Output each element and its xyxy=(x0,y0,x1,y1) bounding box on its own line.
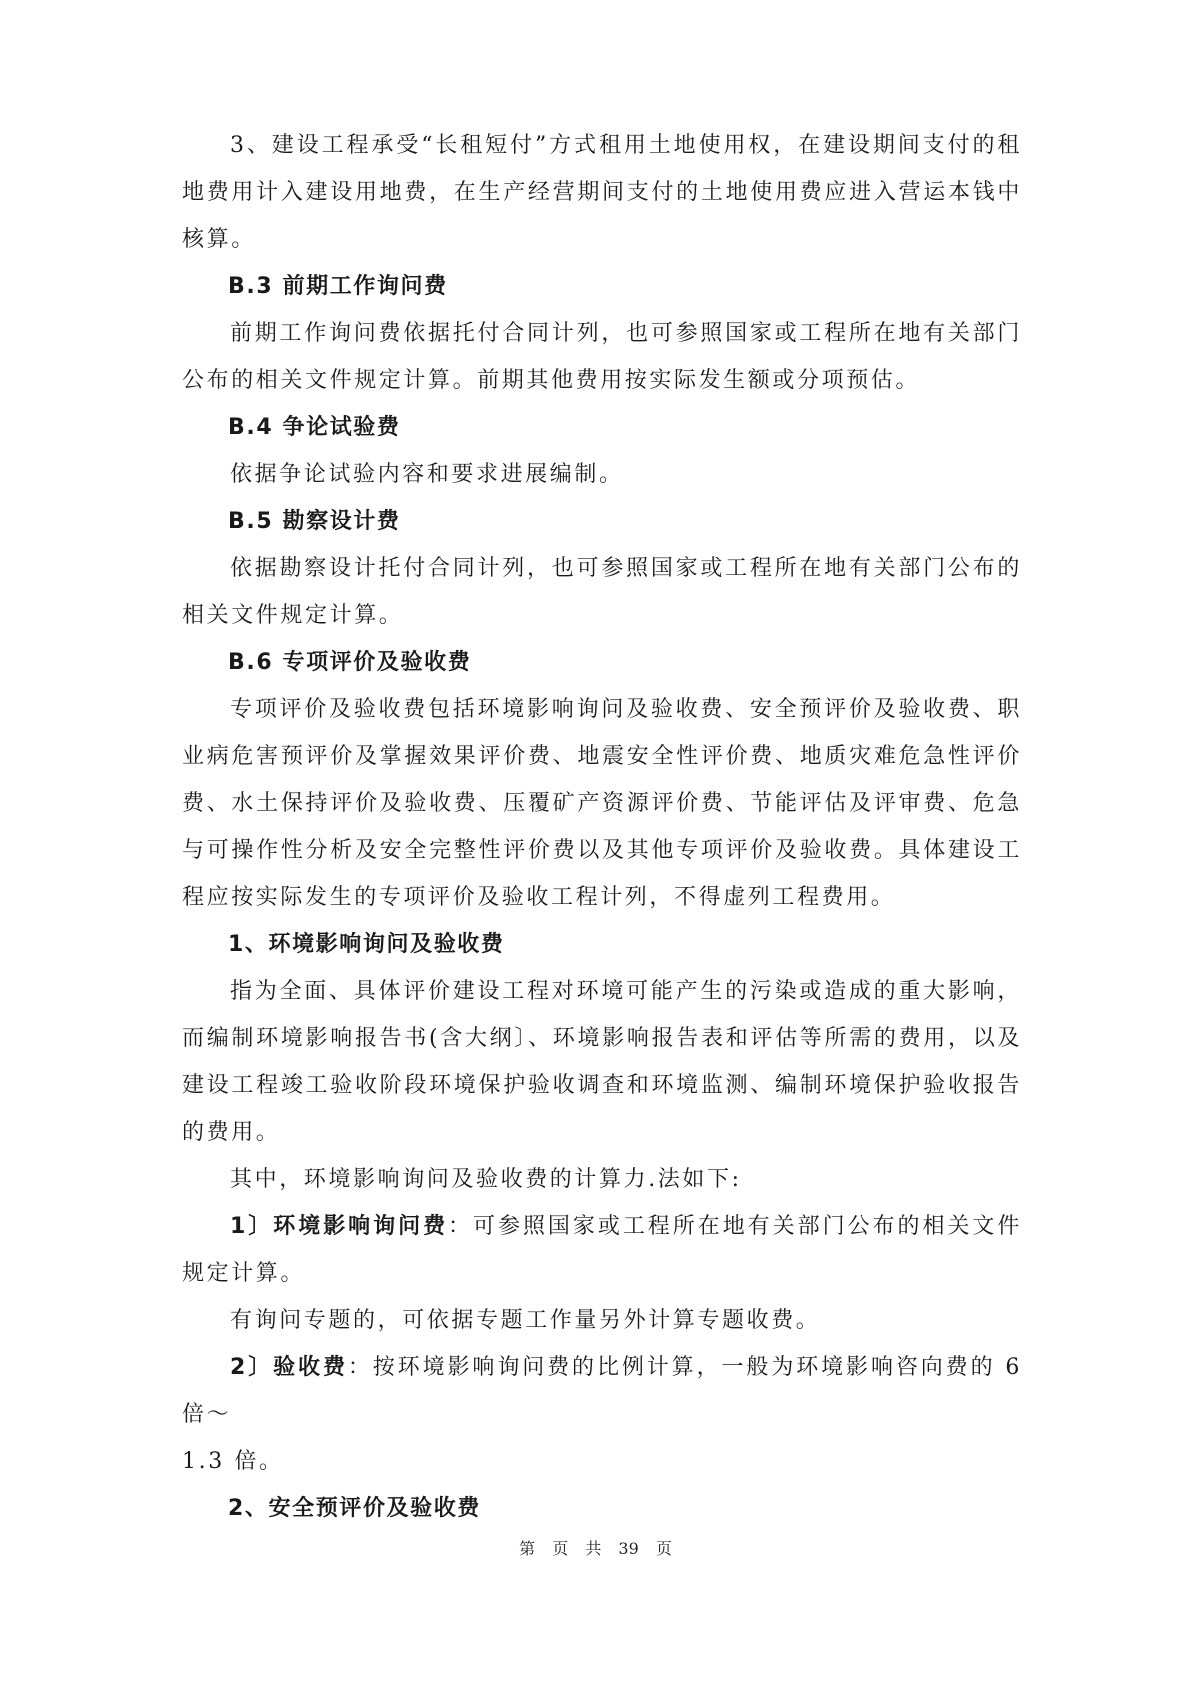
paragraph-environment-method: 其中，环境影响询问及验收费的计算力.法如下: xyxy=(230,1167,742,1192)
paragraph-b6: 专项评价及验收费包括环境影响询问及验收费、安全预评价及验收费、职业病危害预评价及掌握效果评价费、地震安全性评价费、地质灾难危急性评价费、水土保持评价及验收费、压覆矿产资源评价费、节能评估及评审费、危急与可操作性分析及安全完整性评价费以及其他专项评价及验收费。具体建设工程应按实际发生的专项评价及验收工程计列，不得虚列工程费用。 xyxy=(182,697,1022,910)
consulting-fee-lead: 1〕环境影响询问费 xyxy=(230,1214,449,1239)
heading-safety-fee: 2、安全预评价及验收费 xyxy=(228,1496,481,1521)
paragraph-land-lease: 3、建设工程承受“长租短付”方式租用土地使用权，在建设期间支付的租地费用计入建设用地费，在生产经营期间支付的土地使用费应进入营运本钱中核算。 xyxy=(182,133,1022,252)
consulting-fee-text: ：可参照国家或工程所在地有关部门公布的相关文件规定计算。 xyxy=(182,1214,1022,1286)
paragraph-acceptance-fee xyxy=(182,1344,1022,1438)
page-content xyxy=(182,122,1022,1532)
acceptance-fee-text: ：按环境影响询问费的比例计算，一般为环境影响咨向费的 6 倍～ xyxy=(182,1355,1022,1427)
paragraph-special-topic: 有询问专题的，可依据专题工作量另外计算专题收费。 xyxy=(230,1308,821,1333)
paragraph-consulting-fee xyxy=(182,1203,1022,1297)
paragraph-b3: 前期工作询问费依据托付合同计列，也可参照国家或工程所在地有关部门公布的相关文件规定计算。前期其他费用按实际发生额或分项预估。 xyxy=(182,321,1022,393)
heading-environment-fee: 1、环境影响询问及验收费 xyxy=(228,932,505,957)
paragraph-b4: 依据争论试验内容和要求进展编制。 xyxy=(230,462,624,487)
paragraph-environment-definition: 指为全面、具体评价建设工程对环境可能产生的污染或造成的重大影响，而编制环境影响报告书(含大纲〕、环境影响报告表和评估等所需的费用，以及建设工程竣工验收阶段环境保护验收调查和环境监测、编制环境保护验收报告的费用。 xyxy=(182,979,1022,1145)
page-footer: 第 页 共 39 页 xyxy=(519,1539,672,1558)
paragraph-acceptance-ratio: 1.3 倍。 xyxy=(182,1449,284,1474)
heading-b5: B.5 勘察设计费 xyxy=(228,509,401,534)
heading-b3: B.3 前期工作询问费 xyxy=(228,274,448,299)
acceptance-fee-lead: 2〕验收费 xyxy=(230,1355,348,1380)
heading-b4: B.4 争论试验费 xyxy=(228,415,401,440)
paragraph-b5: 依据勘察设计托付合同计列，也可参照国家或工程所在地有关部门公布的相关文件规定计算。 xyxy=(182,556,1022,628)
heading-b6: B.6 专项评价及验收费 xyxy=(228,650,472,675)
